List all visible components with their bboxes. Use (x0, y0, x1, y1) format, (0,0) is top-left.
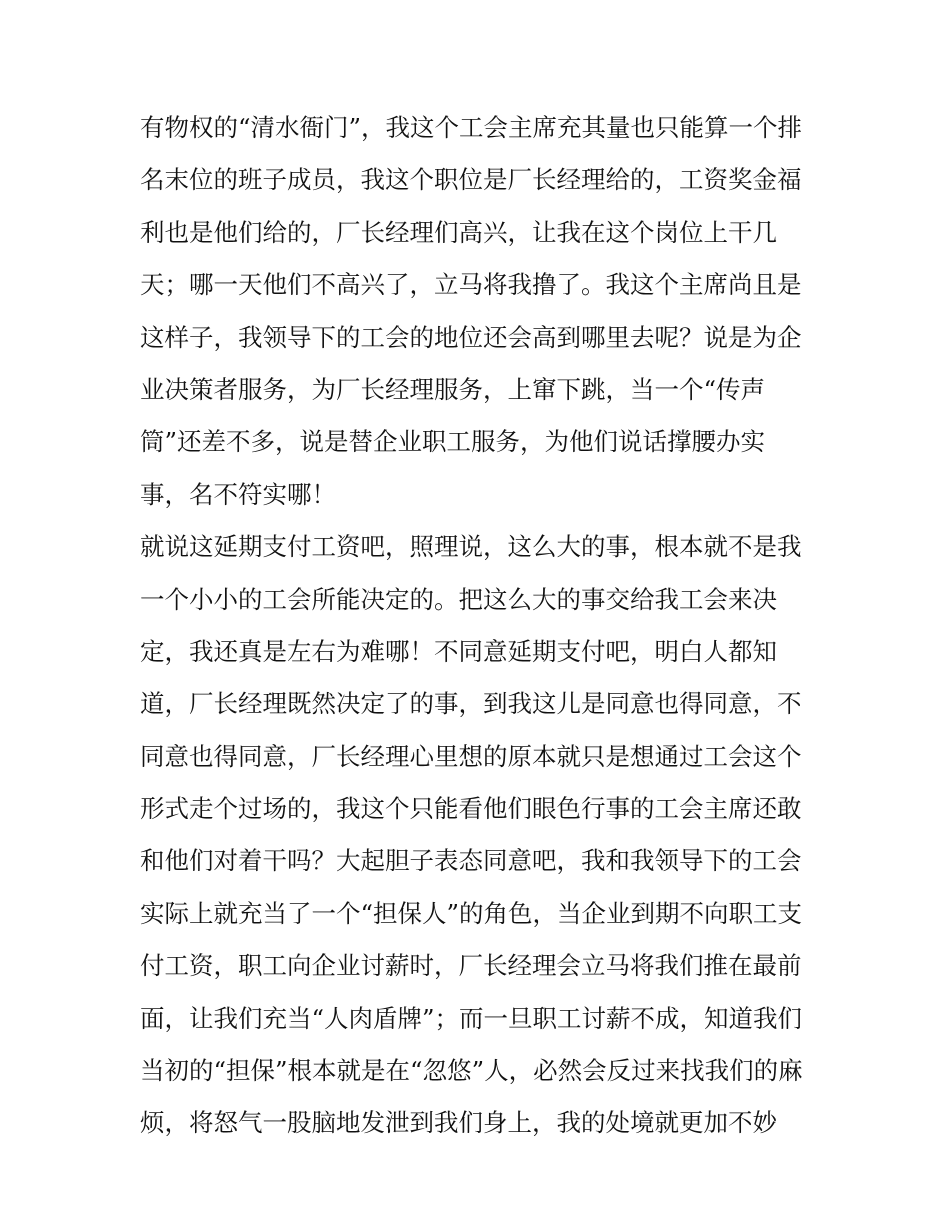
text-line: 天；哪一天他们不高兴了，立马将我撸了。我这个主席尚且是 (140, 270, 802, 300)
text-line: 名末位的班子成员，我这个职位是厂长经理给的，工资奖金福 (140, 165, 802, 195)
text-line: 这样子，我领导下的工会的地位还会高到哪里去呢？说是为企 (140, 322, 802, 352)
text-line: 付工资，职工向企业讨薪时，厂长经理会立马将我们推在最前 (140, 951, 802, 981)
text-line: 业决策者服务，为厂长经理服务，上窜下跳，当一个“传声 (140, 374, 766, 404)
text-line: 面，让我们充当“人肉盾牌”；而一旦职工讨薪不成，知道我们 (140, 1003, 803, 1033)
text-line: 形式走个过场的，我这个只能看他们眼色行事的工会主席还敢 (140, 794, 802, 824)
text-line: 定，我还真是左右为难哪！不同意延期支付吧，明白人都知 (140, 636, 777, 666)
text-line: 同意也得同意，厂长经理心里想的原本就只是想通过工会这个 (140, 741, 802, 771)
text-line: 当初的“担保”根本就是在“忽悠”人，必然会反过来找我们的麻 (140, 1056, 803, 1086)
text-line: 一个小小的工会所能决定的。把这么大的事交给我工会来决 (140, 584, 777, 614)
body-text (140, 102, 820, 1150)
text-line: 利也是他们给的，厂长经理们高兴，让我在这个岗位上干几 (140, 217, 777, 247)
text-line: 事，名不符实哪！ (140, 479, 336, 509)
text-line: 道，厂长经理既然决定了的事，到我这儿是同意也得同意，不 (140, 689, 802, 719)
text-line: 和他们对着干吗？大起胆子表态同意吧，我和我领导下的工会 (140, 846, 802, 876)
text-line: 烦，将怒气一股脑地发泄到我们身上，我的处境就更加不妙 (140, 1108, 777, 1138)
text-line: 有物权的“清水衙门”，我这个工会主席充其量也只能算一个排 (140, 113, 803, 142)
text-line: 实际上就充当了一个“担保人”的角色，当企业到期不向职工支 (140, 898, 803, 928)
text-line: 就说这延期支付工资吧，照理说，这么大的事，根本就不是我 (140, 532, 802, 562)
text-line: 筒”还差不多，说是替企业职工服务，为他们说话撑腰办实 (140, 427, 766, 457)
